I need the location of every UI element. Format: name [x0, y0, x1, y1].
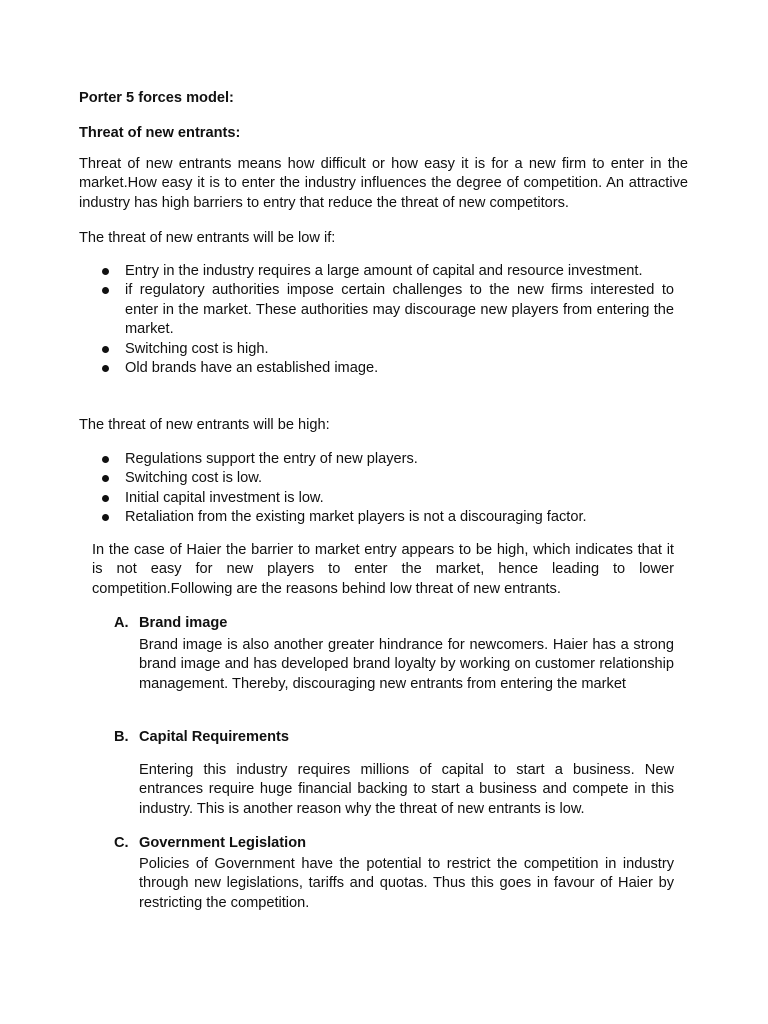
section-body: Entering this industry requires millions of capital to start a business. New entrances require huge financial backing to start a business and compete in this industry. This is another reason why the threat of new entrants is low.: [139, 762, 674, 817]
section-body: Brand image is also another greater hindrance for newcomers. Haier has a strong brand image and has developed brand loyalty by working on customer relationship management. Thereby, discouraging new entrants from entering the market: [139, 637, 674, 692]
section-heading: Threat of new entrants:: [79, 125, 241, 141]
list-item: [79, 508, 674, 527]
list-item-text: Initial capital investment is low.: [125, 489, 324, 506]
intro-paragraph: Threat of new entrants means how difficult or how easy it is for a new firm to enter in the market.How easy it is to enter the industry influences the degree of competition. An attractive industry has high barriers to entry that reduce the threat of new competitors.: [79, 156, 688, 211]
bullet-icon: [102, 268, 109, 275]
list-item: [79, 340, 674, 359]
section-title: Capital Requirements: [139, 729, 290, 745]
low-threat-title: The threat of new entrants will be low if:: [79, 230, 336, 246]
list-item: [79, 359, 674, 378]
list-item-text: Retaliation from the existing market players is not a discouraging factor.: [125, 509, 587, 526]
list-item-text: Regulations support the entry of new players.: [125, 451, 418, 467]
high-threat-list: [79, 450, 674, 528]
section-title: Brand image: [139, 615, 228, 631]
bullet-icon: [102, 346, 109, 353]
bullet-icon: [102, 365, 109, 372]
list-item-text: Old brands have an established image.: [125, 360, 379, 377]
bullet-icon: [102, 456, 109, 463]
section-letter: C.: [114, 835, 129, 851]
bullet-icon: [102, 514, 109, 521]
haier-paragraph: In the case of Haier the barrier to market entry appears to be high, which indicates that it is not easy for new players to enter the market, hence leading to lower competition.Following are the reasons behind low threat of new entrants.: [92, 542, 674, 597]
list-item: [79, 469, 674, 488]
bullet-icon: [102, 475, 109, 482]
low-threat-list: [79, 262, 674, 378]
list-item-text: Switching cost is low.: [125, 470, 263, 487]
section-body: Policies of Government have the potential to restrict the competition in industry through new legislations, tariffs and quotas. Thus this goes in favour of Haier by restricting the competition.: [139, 856, 674, 911]
section-letter: A.: [114, 615, 129, 631]
list-item-text: Switching cost is high.: [125, 340, 269, 357]
list-item-text: Entry in the industry requires a large amount of capital and resource investment.: [125, 263, 643, 279]
high-threat-title: The threat of new entrants will be high:: [79, 417, 330, 433]
list-item-text: if regulatory authorities impose certain challenges to the new firms interested to enter in the market. These authorities may discourage new players from entering the market.: [125, 282, 674, 338]
section-letter: B.: [114, 729, 129, 745]
list-item: [79, 450, 674, 469]
section-title: Government Legislation: [139, 835, 307, 851]
page-heading: Porter 5 forces model:: [79, 90, 234, 106]
list-item: [79, 262, 674, 281]
bullet-icon: [102, 287, 109, 294]
list-item: [79, 281, 674, 339]
list-item: [79, 489, 674, 508]
bullet-icon: [102, 495, 109, 502]
